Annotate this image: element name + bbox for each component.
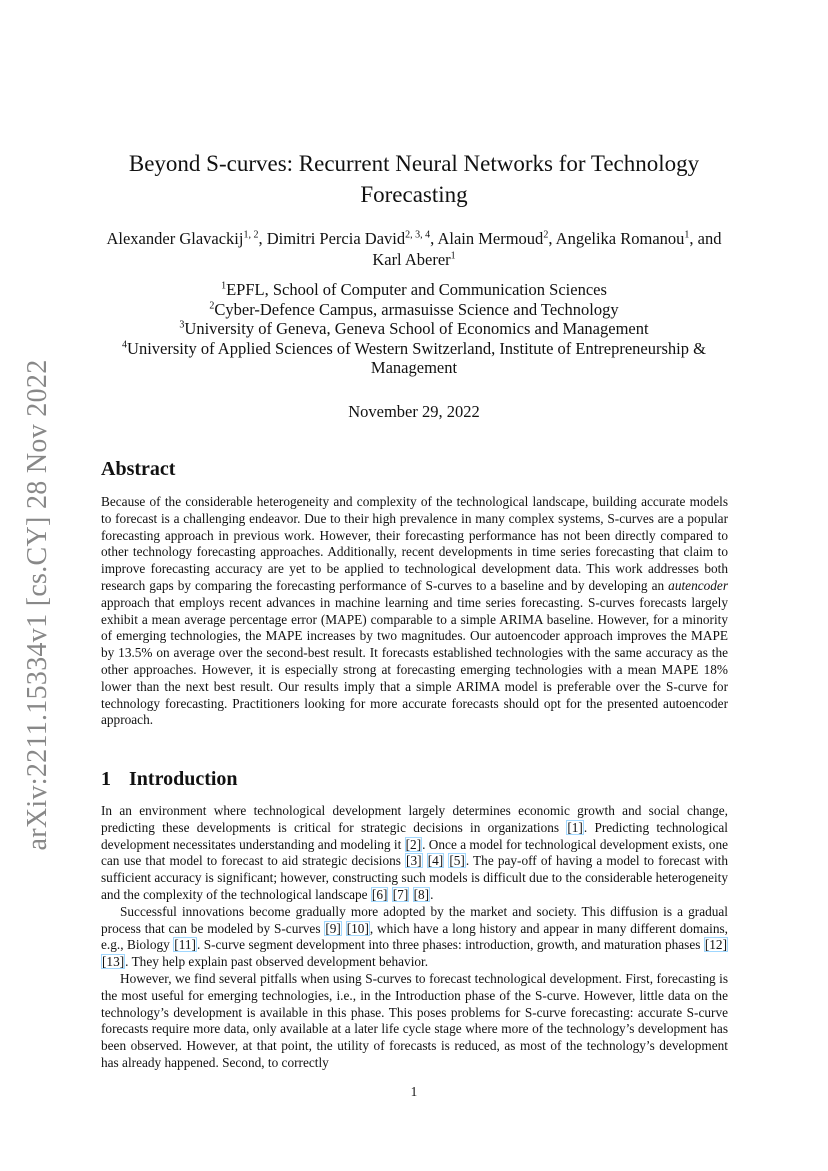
affiliation-sup: 1 bbox=[221, 280, 227, 292]
affiliation-sup: 4 bbox=[122, 339, 128, 350]
page-number: 1 bbox=[410, 1084, 418, 1099]
affiliation bbox=[90, 319, 738, 339]
affiliation-text: University of Geneva, Geneva School of Economics and Management bbox=[184, 319, 649, 338]
affiliation bbox=[90, 280, 738, 300]
paragraph bbox=[101, 803, 728, 904]
author-affil-sup: 1, 2 bbox=[243, 229, 259, 241]
abstract-emphasis: autencoder bbox=[668, 577, 728, 593]
title-line-2: Forecasting bbox=[360, 182, 468, 207]
affiliation-text: EPFL, School of Computer and Communication Sciences bbox=[226, 280, 607, 299]
paragraph-text: In an environment where technological development largely determines economic growth and social change, predicting these developments is critical for strategic decisions in organizations bbox=[101, 803, 728, 835]
citation-link[interactable]: [9] bbox=[325, 920, 341, 936]
paragraph-text: , which have a long history and appear in many different domains, e.g., Biology bbox=[101, 920, 728, 953]
section-number: 1 bbox=[101, 768, 111, 790]
paragraph-text: . The pay-off of having a model to forecast with sufficient accuracy is significant; however, constructing such models is difficult due to the considerable heterogeneity and the complexity of the technological landscape bbox=[101, 853, 728, 902]
section-heading-introduction bbox=[101, 768, 238, 791]
author-list bbox=[100, 228, 728, 270]
author-affil-sup: 2 bbox=[543, 229, 549, 241]
citation-link[interactable]: [3] bbox=[406, 853, 422, 869]
author-name: , and Karl Aberer bbox=[372, 229, 722, 269]
citation-link[interactable]: [10] bbox=[346, 920, 369, 936]
author-affil-sup: 2, 3, 4 bbox=[405, 229, 431, 241]
affiliation-sup: 3 bbox=[179, 319, 185, 331]
citation-link[interactable]: [13] bbox=[102, 954, 125, 970]
affiliation bbox=[90, 300, 738, 320]
paper-title bbox=[100, 148, 728, 210]
affiliation-list bbox=[90, 280, 738, 378]
paragraph-text: . bbox=[430, 886, 434, 902]
abstract-body bbox=[101, 494, 728, 729]
citation-link[interactable]: [6] bbox=[371, 886, 388, 902]
citation-link[interactable]: [12] bbox=[704, 937, 728, 953]
author-affil-sup: 1 bbox=[450, 250, 456, 262]
citation-link[interactable]: [8] bbox=[413, 886, 430, 902]
arxiv-id-text: arXiv:2211.15334v1 [cs.CY] 28 Nov 2022 bbox=[22, 359, 53, 851]
paragraph-text: Successful innovations become gradually more adopted by the market and society. This diffusion is a gradual process that can be modeled by S-curves bbox=[101, 903, 728, 936]
affiliation-text: University of Applied Sciences of Western Switzerland, Institute of Entrepreneurship & Management bbox=[127, 338, 706, 377]
title-line-1: Beyond S-curves: Recurrent Neural Networks for Technology bbox=[128, 151, 700, 176]
affiliation-text: Cyber-Defence Campus, armasuisse Science and Technology bbox=[214, 299, 619, 319]
citation-link[interactable]: [7] bbox=[392, 886, 409, 902]
publication-date: November 29, 2022 bbox=[348, 402, 480, 421]
abstract-text: Because of the considerable heterogeneity and complexity of the technological landscape, building accurate models to forecast is a challenging endeavor. Due to their high prevalence in many complex systems, S-curves are a popular forecasting approach in previous work. However, their forecasting performance has not been directly compared to other technology forecasting approaches. Additionally, recent developments in time series forecasting that claim to improve forecasting accuracy are yet to be applied to technological development data. This work addresses both research gaps by comparing the forecasting performance of S-curves to a baseline and by developing an bbox=[101, 494, 728, 593]
citation-link[interactable]: [1] bbox=[567, 819, 583, 835]
citation-link[interactable]: [5] bbox=[449, 853, 465, 869]
paragraph: However, we find several pitfalls when using S-curves to forecast technological development. First, forecasting is the most useful for emerging technologies, i.e., in the Introduction phase of the S-curve. However, little data on the technology’s development is available in this phase. This poses problems for S-curve forecasting: accurate S-curve forecasts require more data, only available at a later life cycle stage where more of the technology’s development has been observed. However, at that point, the utility of forecasts is reduced, as most of the technology’s development has already happened. Second, to correctly bbox=[101, 970, 728, 1070]
affiliation-sup: 2 bbox=[209, 300, 215, 311]
section-title: Introduction bbox=[129, 768, 238, 790]
paragraph bbox=[101, 904, 728, 971]
author-name: , Dimitri Percia David bbox=[258, 229, 406, 248]
abstract-text: approach that employs recent advances in machine learning and time series forecasting. S-curves forecasts largely exhibit a mean average percentage error (MAPE) comparable to a simple ARIMA baseline. However, for a minority of emerging technologies, the MAPE increases by two magnitudes. Our autoencoder approach improves the MAPE by 13.5% on average over the second-best result. It forecasts established technologies with the same accuracy as the other approaches. However, it is especially strong at forecasting emerging technologies with a mean MAPE 18% lower than the next best result. Our results imply that a simple ARIMA model is preferable over the S-curve for technology forecasting. Practitioners looking for more accurate forecasts should opt for the presented autoencoder approach. bbox=[101, 594, 728, 728]
paragraph-text: . Predicting technological development necessitates understanding and modeling it bbox=[101, 819, 728, 852]
paragraph-text: . S-curve segment development into three phases: introduction, growth, and maturation phases bbox=[196, 937, 704, 953]
paragraph-text: . They help explain past observed development behavior. bbox=[125, 954, 429, 970]
introduction-body bbox=[101, 803, 728, 1072]
paragraph-text: . Once a model for technological development exists, one can use that model to forecast to aid strategic decisions bbox=[101, 836, 728, 869]
author-affil-sup: 1 bbox=[684, 229, 690, 241]
abstract-heading: Abstract bbox=[101, 458, 176, 480]
author-name: , Alain Mermoud bbox=[430, 229, 544, 248]
arxiv-sidebar-stamp bbox=[20, 355, 56, 855]
citation-link[interactable]: [11] bbox=[174, 937, 196, 953]
affiliation bbox=[90, 339, 738, 378]
author-name: , Angelika Romanou bbox=[548, 229, 685, 248]
author-name: Alexander Glavackij bbox=[106, 229, 244, 248]
citation-link[interactable]: [2] bbox=[405, 836, 422, 852]
citation-link[interactable]: [4] bbox=[427, 853, 444, 869]
